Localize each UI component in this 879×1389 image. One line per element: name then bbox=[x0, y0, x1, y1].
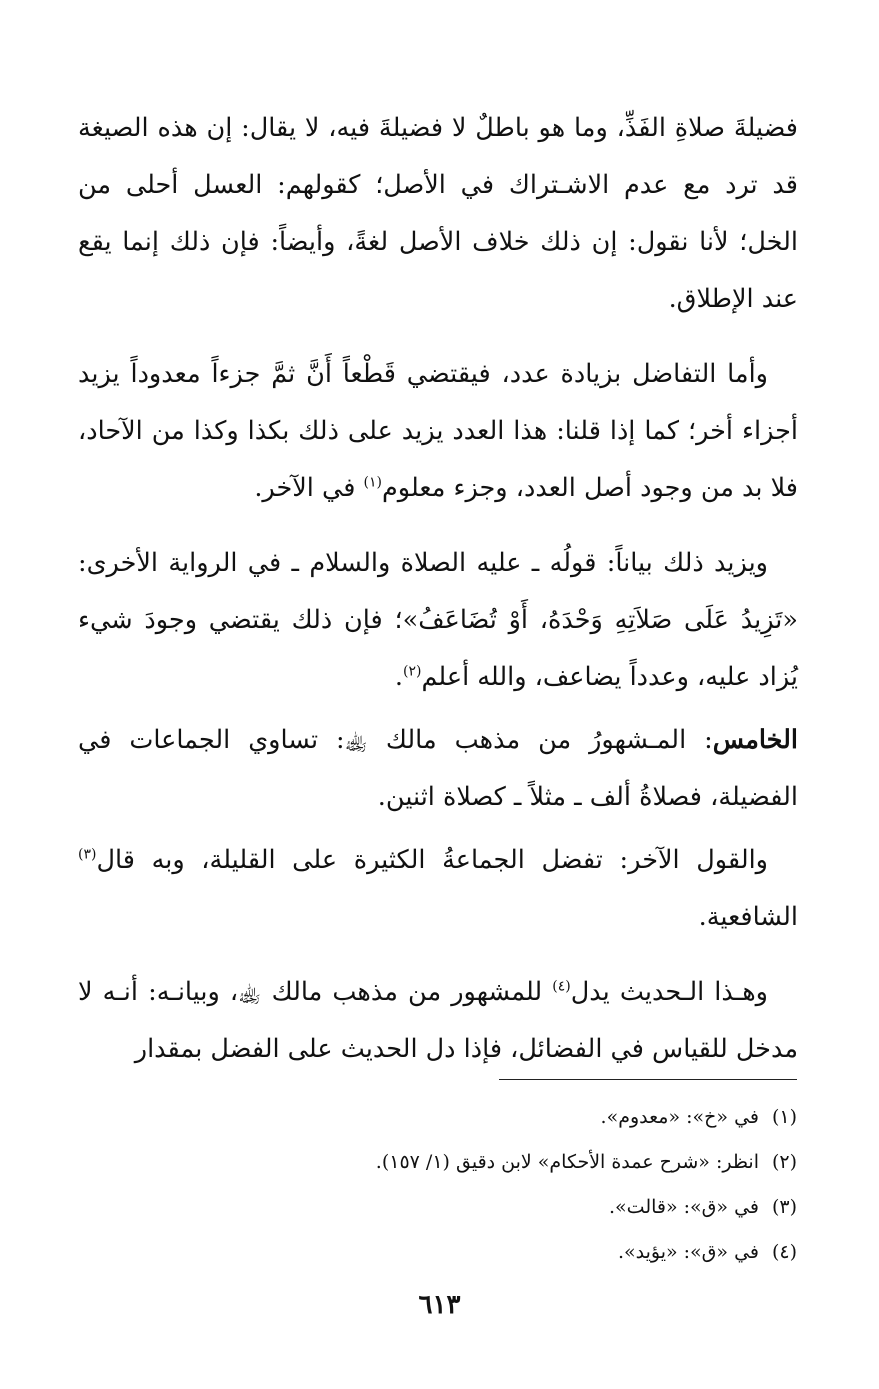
paragraph-5-tail: الشافعية. bbox=[698, 902, 798, 932]
page-number: ٦١٣ bbox=[418, 1290, 461, 1320]
paragraph-6 bbox=[78, 964, 798, 1078]
footnote-item bbox=[197, 1140, 797, 1185]
paragraph-4-text: : المـشهورُ من مذهب مالك ﵀: تساوي الجماعات في الفضيلة، فصلاةُ ألف ـ مثلاً ـ كصلاة اثنين. bbox=[78, 725, 798, 812]
paragraph-5-text: والقول الآخر: تفضل الجماعةُ الكثيرة على القليلة، وبه قال bbox=[96, 845, 768, 875]
footnote-item bbox=[197, 1095, 797, 1140]
footnote-ref-4[interactable]: (٤) bbox=[552, 978, 571, 995]
paragraph-3 bbox=[78, 535, 798, 706]
footnote-item bbox=[197, 1230, 797, 1275]
paragraph-6-tail: للمشهور من مذهب مالك ﵀، وبيانـه: أنـه لا مدخل للقياس في الفضائل، فإذا دل الحديث على الفضل بمقدار bbox=[78, 977, 798, 1064]
section-heading-fifth: الخامس bbox=[712, 725, 798, 755]
paragraph-2-text: وأما التفاضل بزيادة عدد، فيقتضي قَطْعاً أَنَّ ثمَّ جزءاً معدوداً يزيد أجزاء أخر؛ كما إذا قلنا: هذا العدد يزيد على ذلك بكذا وكذا من الآحاد، فلا بد من وجود أصل العدد، وجزء معلوم bbox=[78, 359, 798, 503]
footnotes bbox=[197, 1095, 797, 1275]
paragraph-3-tail: . bbox=[394, 662, 403, 692]
footnote-ref-1[interactable]: (١) bbox=[363, 474, 383, 491]
paragraph-5 bbox=[78, 832, 798, 946]
footnote-text: في «ق»: «يؤيد». bbox=[617, 1241, 759, 1263]
footnote-text: في «ق»: «قالت». bbox=[609, 1196, 759, 1218]
paragraph-2-tail: في الآخر. bbox=[254, 473, 364, 503]
paragraph-3-text: ويزيد ذلك بياناً: قولُه ـ عليه الصلاة والسلام ـ في الرواية الأخرى: «تَزِيدُ عَلَى صَلاَتِهِ وَحْدَهُ، أَوْ تُضَاعَفُ»؛ فإن ذلك يقتضي وجودَ شيء يُزاد عليه، وعدداً يضاعف، والله أعلم bbox=[78, 548, 798, 692]
paragraph-4 bbox=[78, 712, 798, 826]
paragraph-1-text: فضيلةَ صلاةِ الفَذِّ، وما هو باطلٌ لا فضيلةَ فيه، لا يقال: إن هذه الصيغة قد ترد مع عدم الاشـتراك في الأصل؛ كقولهم: العسل أحلى من الخل؛ لأنا نقول: إن ذلك خلاف الأصل لغةً، وأيضاً: فإن ذلك إنما يقع عند الإطلاق. bbox=[78, 113, 798, 314]
footnote-number: (١) bbox=[771, 1106, 797, 1128]
footnote-number: (٣) bbox=[771, 1196, 797, 1218]
footnote-ref-2[interactable]: (٢) bbox=[402, 663, 422, 680]
footnote-ref-3[interactable]: (٣) bbox=[78, 846, 97, 863]
paragraph-1 bbox=[78, 100, 798, 328]
footnote-item bbox=[197, 1185, 797, 1230]
main-text bbox=[78, 100, 798, 1096]
footnote-number: (٤) bbox=[771, 1241, 797, 1263]
footnote-number: (٢) bbox=[771, 1151, 797, 1173]
footnote-divider bbox=[499, 1079, 797, 1080]
footnote-text: انظر: «شرح عمدة الأحكام» لابن دقيق (١/ ١٥٧). bbox=[375, 1151, 759, 1173]
paragraph-2 bbox=[78, 346, 798, 517]
footnote-text: في «خ»: «معدوم». bbox=[600, 1106, 759, 1128]
paragraph-6-text: وهـذا الـحديث يدل bbox=[570, 977, 768, 1007]
